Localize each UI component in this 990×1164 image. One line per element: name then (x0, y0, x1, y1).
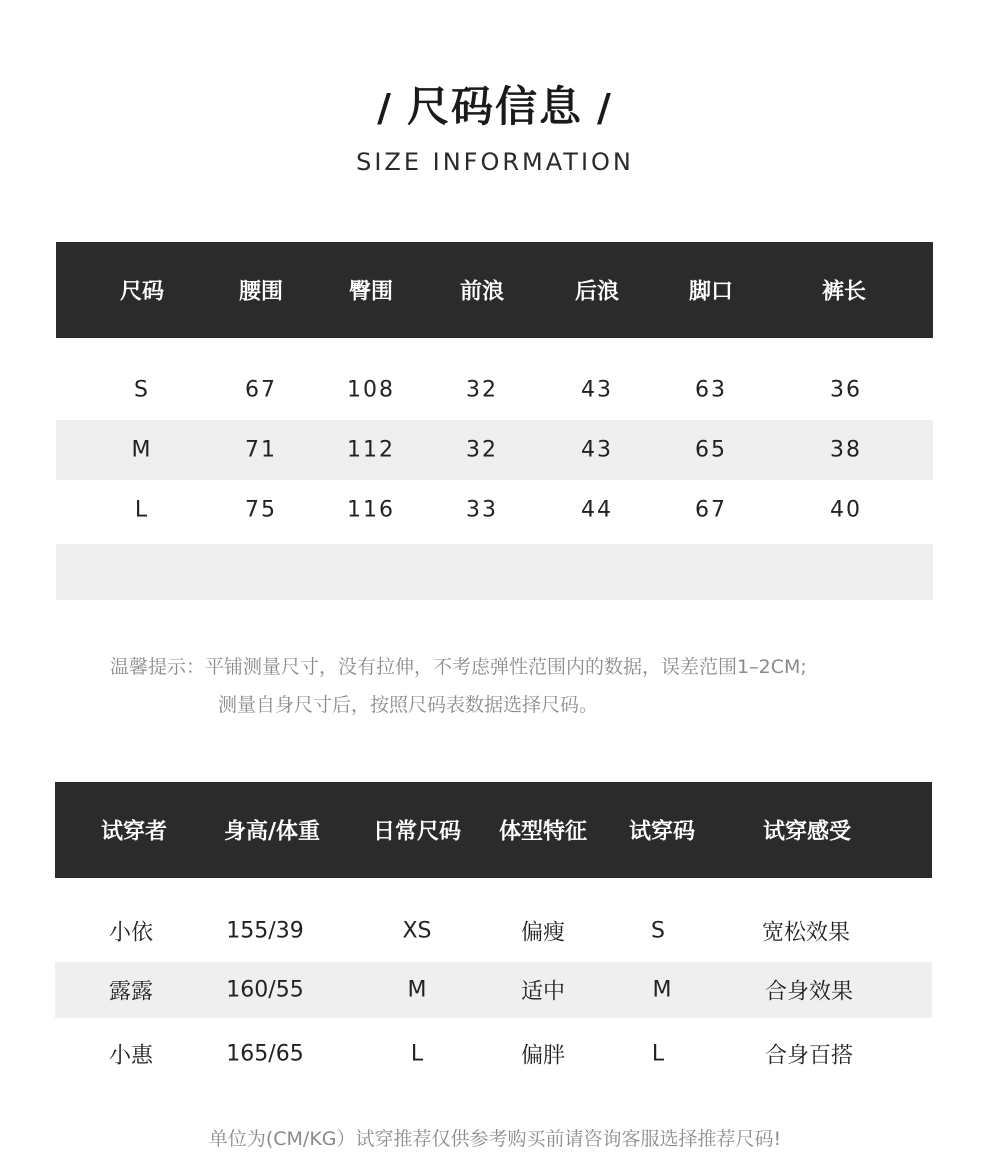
header-front-rise: 前浪 (459, 279, 505, 305)
header-back-rise: 后浪 (574, 279, 620, 305)
cell-waist: 75 (245, 497, 277, 523)
cell-feeling: 宽松效果 (761, 920, 851, 946)
note-line-1: 平铺测量尺寸，没有拉伸，不考虑弹性范围内的数据，误差范围1–2CM; (205, 656, 807, 678)
cell-height-weight: 160/55 (226, 977, 304, 1003)
cell-leg-opening: 67 (695, 497, 727, 523)
table-row-empty (56, 544, 933, 600)
cell-usual-size: XS (402, 918, 432, 944)
header-waist: 腰围 (238, 279, 284, 305)
header-length: 裤长 (821, 279, 867, 305)
cell-waist: 71 (245, 437, 277, 463)
size-table (56, 242, 933, 600)
tryon-table (55, 782, 932, 1092)
cell-waist: 67 (245, 377, 277, 403)
header-tryon-size: 试穿码 (628, 819, 696, 845)
cell-size: M (131, 437, 153, 463)
header-leg-opening: 脚口 (688, 279, 734, 305)
cell-tester: 小依 (108, 920, 154, 946)
footer-note: 单位为(CM/KG）试穿推荐仅供参考购买前请咨询客服选择推荐尺码! (208, 1128, 782, 1150)
note-line-2: 测量自身尺寸后，按照尺码表数据选择尺码。 (218, 694, 599, 716)
title-slash-right: / (597, 86, 613, 130)
cell-feeling: 合身百搭 (764, 1043, 854, 1069)
cell-tryon-size: S (651, 918, 665, 944)
cell-leg-opening: 65 (695, 437, 727, 463)
cell-hip: 116 (347, 497, 395, 523)
cell-feeling: 合身效果 (764, 979, 854, 1005)
table-row (55, 900, 932, 962)
header-body-type: 体型特征 (498, 819, 588, 845)
cell-length: 36 (830, 377, 862, 403)
header-height-weight: 身高/体重 (223, 819, 321, 845)
cell-tryon-size: L (651, 1041, 665, 1067)
size-table-header (56, 242, 933, 338)
cell-height-weight: 155/39 (226, 918, 304, 944)
cell-body-type: 适中 (520, 979, 566, 1005)
cell-leg-opening: 63 (695, 377, 727, 403)
cell-tester: 露露 (108, 979, 154, 1005)
table-row (56, 360, 933, 420)
size-note (110, 648, 807, 724)
tryon-table-header (55, 782, 932, 878)
cell-front-rise: 33 (466, 497, 498, 523)
cell-front-rise: 32 (466, 437, 498, 463)
cell-body-type: 偏胖 (520, 1043, 566, 1069)
table-row (55, 1018, 932, 1092)
cell-size: S (134, 377, 150, 403)
page-title-block (0, 74, 990, 176)
note-label: 温馨提示： (110, 656, 206, 678)
page-subtitle: SIZE INFORMATION (356, 148, 634, 176)
cell-height-weight: 165/65 (226, 1041, 304, 1067)
table-row (56, 480, 933, 540)
cell-back-rise: 43 (581, 437, 613, 463)
header-tester: 试穿者 (100, 819, 168, 845)
cell-length: 38 (830, 437, 862, 463)
cell-hip: 108 (347, 377, 395, 403)
cell-length: 40 (830, 497, 862, 523)
cell-back-rise: 44 (581, 497, 613, 523)
cell-back-rise: 43 (581, 377, 613, 403)
header-feeling: 试穿感受 (762, 819, 852, 845)
table-row (56, 420, 933, 480)
title-cn-text: 尺码信息 (406, 82, 583, 131)
cell-usual-size: L (410, 1041, 424, 1067)
header-usual-size: 日常尺码 (372, 819, 462, 845)
table-row (55, 962, 932, 1018)
cell-tester: 小惠 (108, 1043, 154, 1069)
page-title (377, 74, 613, 134)
cell-front-rise: 32 (466, 377, 498, 403)
cell-tryon-size: M (652, 977, 672, 1003)
cell-usual-size: M (407, 977, 427, 1003)
cell-body-type: 偏瘦 (520, 920, 566, 946)
header-size: 尺码 (119, 279, 165, 305)
cell-size: L (134, 497, 150, 523)
title-slash-left: / (377, 86, 393, 130)
cell-hip: 112 (347, 437, 395, 463)
header-hip: 臀围 (348, 279, 394, 305)
